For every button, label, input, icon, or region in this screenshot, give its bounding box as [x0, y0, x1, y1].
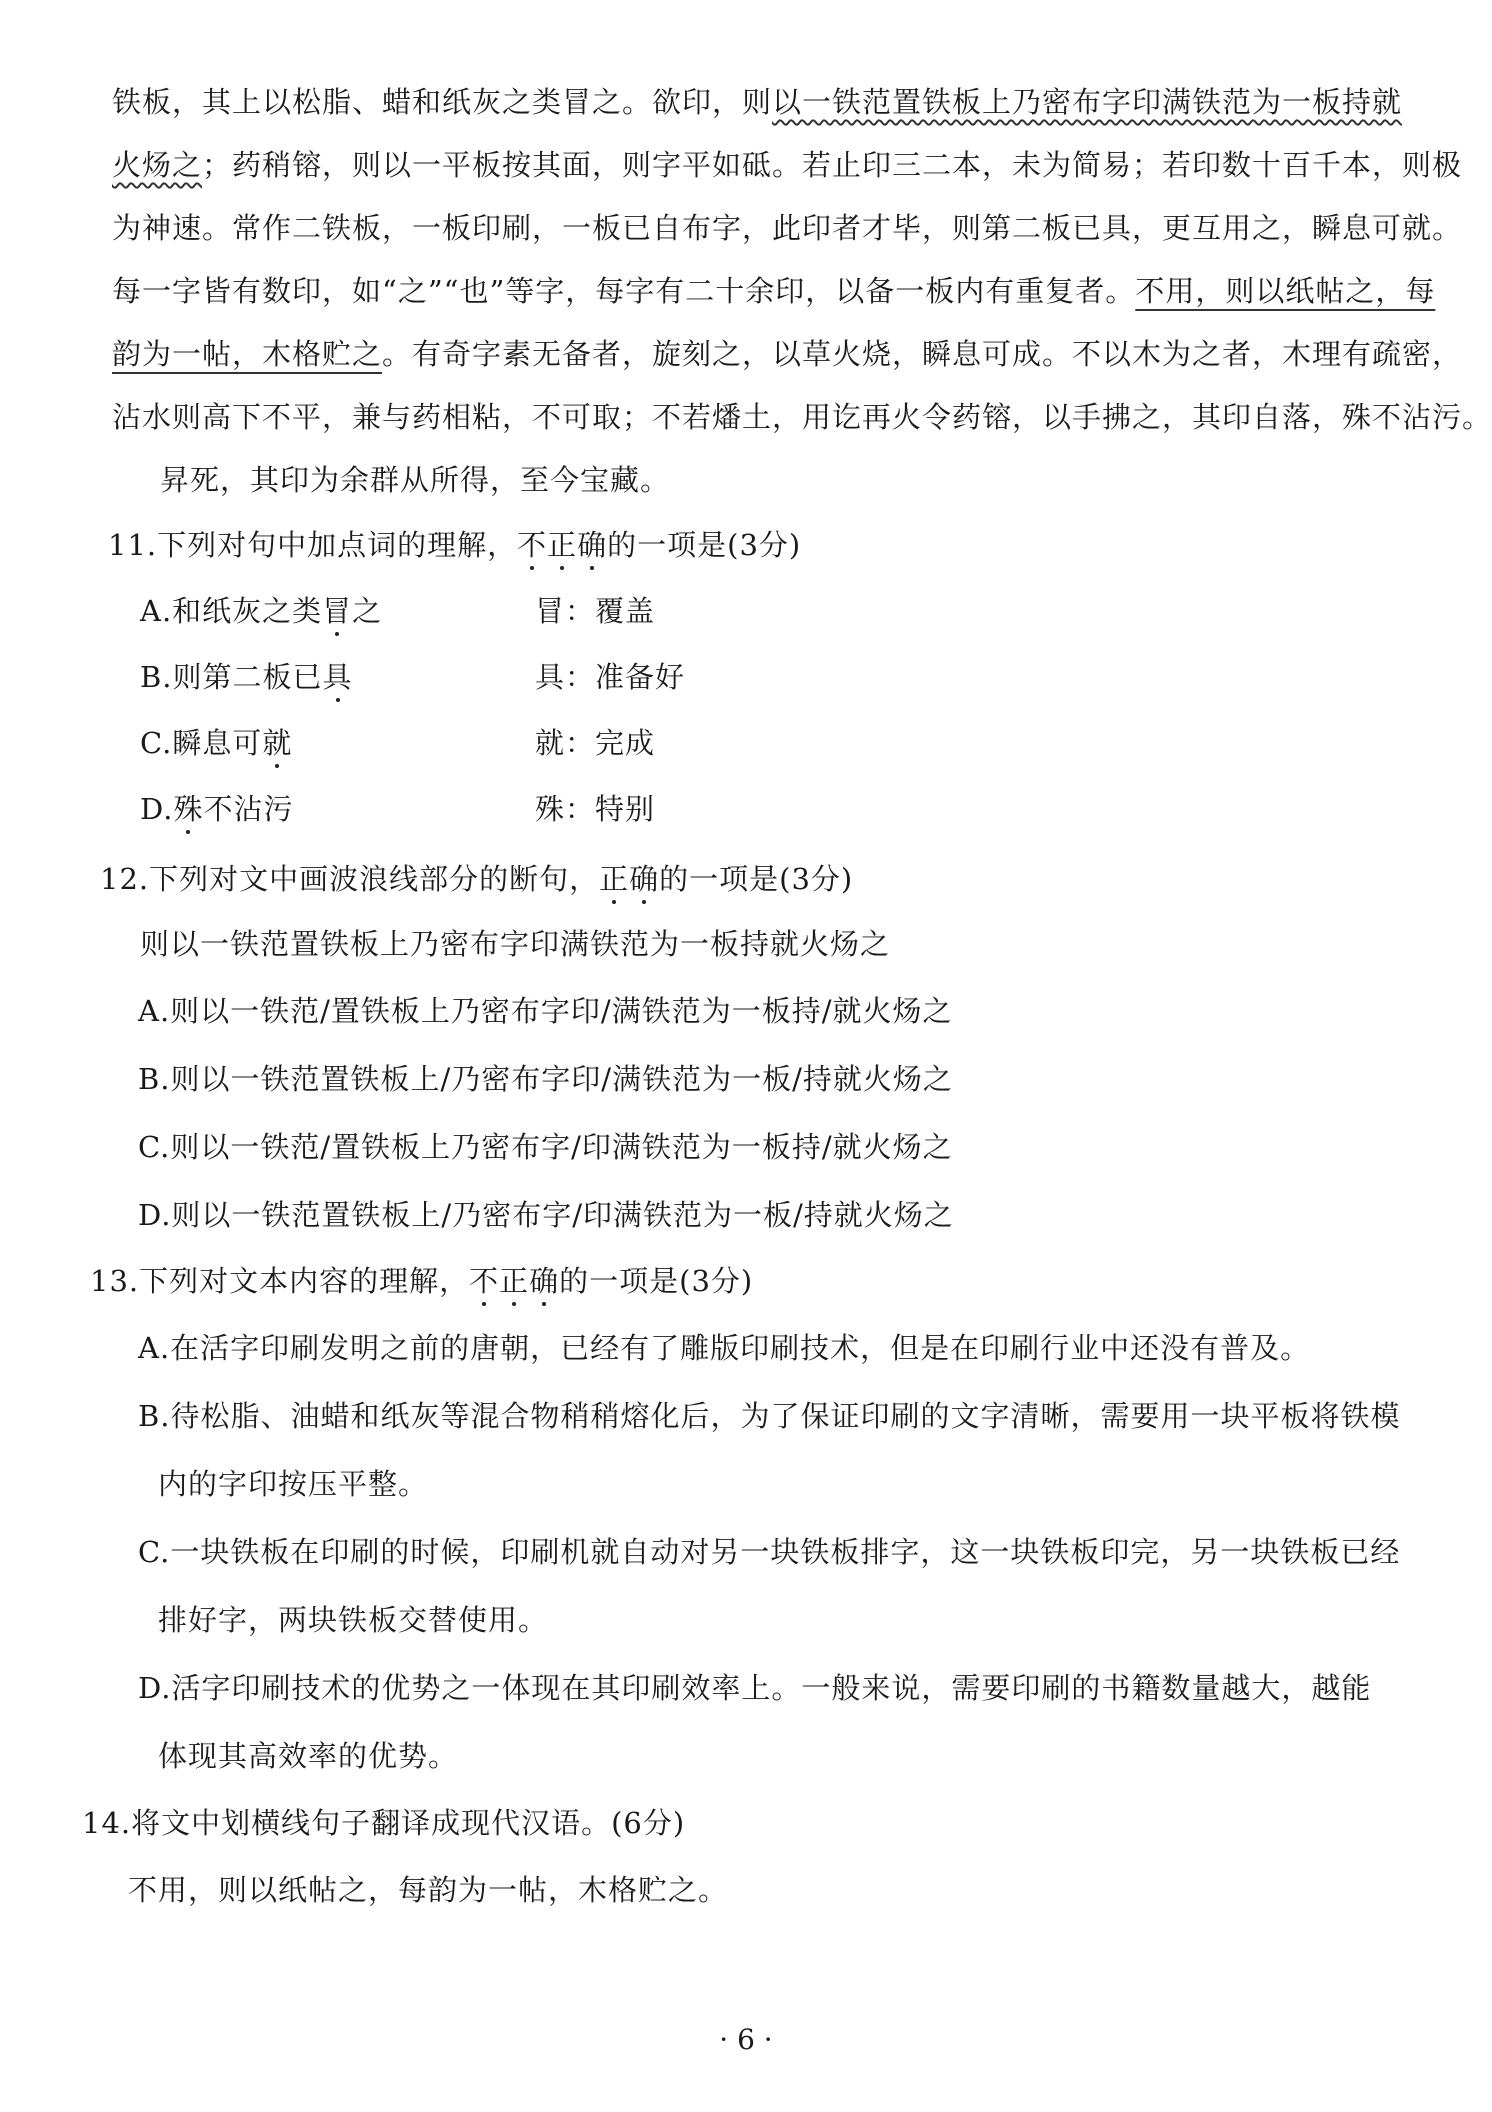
- passage-text: 。有奇字素无备者，旋刻之，以草火烧，瞬息可成。不以木为之者，木理有疏密，: [382, 337, 1463, 371]
- stem-text: 的一项是(3分): [659, 862, 854, 896]
- emphasis-dot-char: 殊: [173, 792, 204, 826]
- q13-option-d-cont: 体现其高效率的优势。: [158, 1739, 459, 1773]
- passage-line-2: [112, 145, 1462, 185]
- passage-line-1: [112, 82, 1402, 122]
- page-number: · 6 ·: [719, 2023, 773, 2056]
- passage-text: ；药稍镕，则以一平板按其面，则字平如砥。若止印三二本，未为简易；若印数十百千本，则极: [202, 148, 1463, 182]
- wavy-underlined-text: 以一铁范置铁板上乃密布字印满铁范为一板持就: [772, 85, 1403, 119]
- emphasis-dot-char: 正: [547, 528, 578, 562]
- passage-line-7: 昇死，其印为余群从所得，至今宝藏。: [160, 463, 671, 497]
- question-14-stem: 14.将文中划横线句子翻译成现代汉语。(6分): [82, 1806, 686, 1840]
- option-text: B.则第二板已: [140, 660, 323, 694]
- q13-option-c-cont: 排好字，两块铁板交替使用。: [158, 1603, 549, 1637]
- underlined-sentence: 不用，则以纸帖之，每: [1135, 274, 1436, 308]
- q12-option-b[interactable]: B.则以一铁范置铁板上/乃密布字印/满铁范为一板/持就火炀之: [138, 1062, 953, 1096]
- passage-line-5: [112, 334, 1462, 374]
- question-13-stem: [90, 1261, 753, 1301]
- q12-option-c[interactable]: C.则以一铁范/置铁板上乃密布字/印满铁范为一板持/就火炀之: [138, 1130, 953, 1164]
- q11-gloss-a: 冒：覆盖: [535, 594, 656, 628]
- emphasis-dot-char: 具: [322, 660, 353, 694]
- option-text: 之: [352, 594, 383, 628]
- question-12-stem: [100, 859, 853, 899]
- emphasis-dot-char: 正: [499, 1264, 530, 1298]
- q13-option-c[interactable]: C.一块铁板在印刷的时候，印刷机就自动对另一块铁板排字，这一块铁板印完，另一块铁板已经: [138, 1535, 1401, 1569]
- question-12-sentence: 则以一铁范置铁板上乃密布字印满铁范为一板持就火炀之: [140, 927, 891, 961]
- q12-option-a[interactable]: A.则以一铁范/置铁板上乃密布字印/满铁范为一板持/就火炀之: [138, 994, 953, 1028]
- q11-gloss-d: 殊：特别: [535, 792, 656, 826]
- emphasis-dot-char: 不: [469, 1264, 500, 1298]
- emphasis-dot-char: 确: [629, 862, 660, 896]
- q13-option-b[interactable]: B.待松脂、油蜡和纸灰等混合物稍稍熔化后，为了保证印刷的文字清晰，需要用一块平板将铁模: [138, 1399, 1401, 1433]
- option-text: C.瞬息可: [140, 726, 263, 760]
- passage-text: 铁板，其上以松脂、蜡和纸灰之类冒之。欲印，则: [112, 85, 773, 119]
- emphasis-dot-char: 冒: [322, 594, 353, 628]
- q12-option-d[interactable]: D.则以一铁范置铁板上/乃密布字/印满铁范为一板/持就火炀之: [138, 1198, 954, 1232]
- stem-text: 13.下列对文本内容的理解，: [90, 1264, 470, 1298]
- emphasis-dot-char: 正: [599, 862, 630, 896]
- q11-option-b[interactable]: [140, 657, 353, 697]
- question-11-stem: [108, 525, 801, 565]
- option-text: D.: [140, 792, 174, 826]
- emphasis-dot-char: 确: [577, 528, 608, 562]
- option-text: 不沾污: [203, 792, 294, 826]
- q11-gloss-b: 具：准备好: [535, 660, 686, 694]
- stem-text: 的一项是(3分): [559, 1264, 754, 1298]
- q13-option-d[interactable]: D.活字印刷技术的优势之一体现在其印刷效率上。一般来说，需要印刷的书籍数量越大，越能: [138, 1671, 1372, 1705]
- q13-option-a[interactable]: A.在活字印刷发明之前的唐朝，已经有了雕版印刷技术，但是在印刷行业中还没有普及。: [138, 1331, 1311, 1365]
- passage-line-6: 沾水则高下不平，兼与药相粘，不可取；不若燔土，用讫再火令药镕，以手拂之，其印自落，殊不沾污。: [112, 400, 1492, 434]
- q13-option-b-cont: 内的字印按压平整。: [158, 1467, 429, 1501]
- question-14-sentence: 不用，则以纸帖之，每韵为一帖，木格贮之。: [128, 1873, 729, 1907]
- q11-option-c[interactable]: [140, 723, 292, 763]
- wavy-underlined-text: 火炀之: [112, 148, 203, 182]
- passage-line-4: [112, 271, 1435, 311]
- option-text: A.和纸灰之类: [140, 594, 323, 628]
- q11-option-d[interactable]: [140, 789, 293, 829]
- passage-text: 每一字皆有数印，如“之”“也”等字，每字有二十余印，以备一板内有重复者。: [112, 274, 1136, 308]
- q11-gloss-c: 就：完成: [535, 726, 656, 760]
- emphasis-dot-char: 确: [529, 1264, 560, 1298]
- stem-text: 12.下列对文中画波浪线部分的断句，: [100, 862, 600, 896]
- emphasis-dot-char: 就: [262, 726, 293, 760]
- emphasis-dot-char: 不: [517, 528, 548, 562]
- q11-option-a[interactable]: [140, 591, 382, 631]
- passage-line-3: 为神速。常作二铁板，一板印刷，一板已自布字，此印者才毕，则第二板已具，更互用之，瞬息可就。: [112, 211, 1463, 245]
- stem-text: 11.下列对句中加点词的理解，: [108, 528, 518, 562]
- underlined-sentence: 韵为一帖，木格贮之: [112, 337, 383, 371]
- stem-text: 的一项是(3分): [607, 528, 802, 562]
